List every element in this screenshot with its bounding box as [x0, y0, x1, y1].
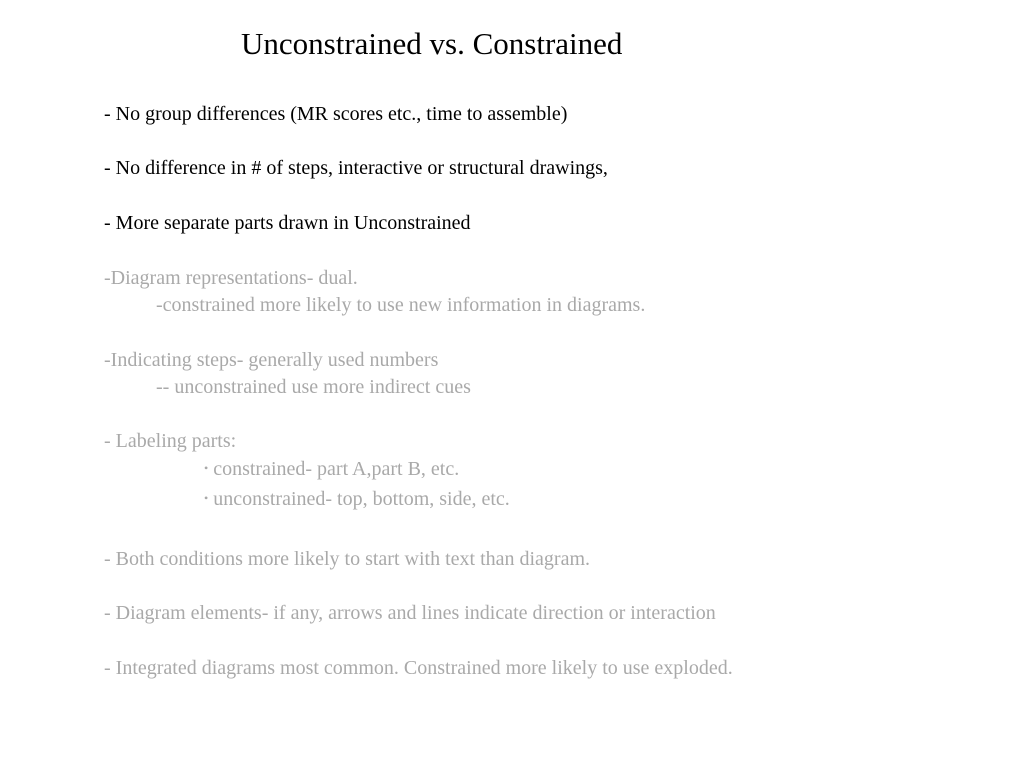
point-no-group-differences: - No group differences (MR scores etc., time to assemble) — [104, 103, 568, 125]
point-no-difference-steps: - No difference in # of steps, interactive or structural drawings, — [104, 157, 608, 179]
subpoint-constrained-new-information: -constrained more likely to use new information in diagrams. — [156, 294, 646, 316]
subpoint-constrained-labels-text: constrained- part A,part B, etc. — [213, 458, 460, 480]
bullet-icon: • — [204, 461, 209, 475]
point-more-separate-parts: - More separate parts drawn in Unconstrained — [104, 212, 471, 234]
subpoint-unconstrained-labels-text: unconstrained- top, bottom, side, etc. — [213, 488, 510, 510]
point-diagram-elements: - Diagram elements- if any, arrows and lines indicate direction or interaction — [104, 602, 716, 624]
subpoint-unconstrained-labels — [204, 487, 510, 513]
point-diagram-representations: -Diagram representations- dual. — [104, 267, 358, 289]
point-labeling-parts: - Labeling parts: — [104, 430, 237, 452]
subpoint-unconstrained-indirect-cues: -- unconstrained use more indirect cues — [156, 376, 471, 398]
bullet-icon: • — [204, 491, 209, 505]
point-both-conditions-text-first: - Both conditions more likely to start with text than diagram. — [104, 548, 591, 570]
subpoint-constrained-labels — [204, 457, 459, 483]
point-integrated-diagrams: - Integrated diagrams most common. Constrained more likely to use exploded. — [104, 657, 733, 679]
point-indicating-steps: -Indicating steps- generally used numbers — [104, 349, 439, 371]
slide-title: Unconstrained vs. Constrained — [241, 26, 623, 61]
